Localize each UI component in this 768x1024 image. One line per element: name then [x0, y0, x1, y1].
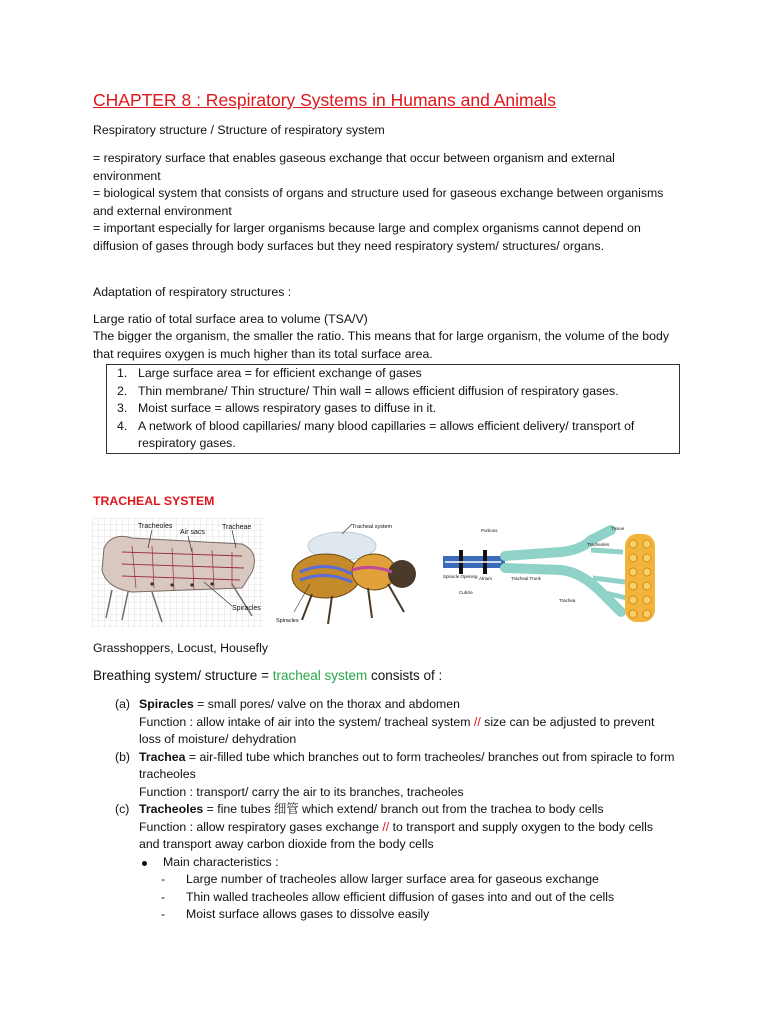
- bee-figure: [272, 520, 432, 628]
- bullet-icon: [142, 861, 147, 866]
- definition-1: = respiratory surface that enables gaseous exchange that occur between organism and external environment: [93, 151, 615, 183]
- tracheal-items: [115, 696, 675, 924]
- label-spiracles: Spiracles: [232, 605, 261, 612]
- label-tracheal-system: Tracheal system: [352, 524, 393, 530]
- characteristic-item: - Thin walled tracheoles allow efficient diffusion of gases into and out of the cells: [161, 889, 615, 904]
- examples: Grasshoppers, Locust, Housefly: [93, 641, 268, 655]
- adaptation-item: 2. Thin membrane/ Thin structure/ Thin wall = allows efficient diffusion of respiratory gases.: [117, 383, 619, 398]
- label-spiracle-opening: Spiracle Opening: [443, 574, 478, 579]
- label-portions: Portions: [481, 528, 498, 533]
- label-cuticle: Cuticle: [459, 590, 473, 595]
- adaptation-item: 3. Moist surface = allows respiratory gases to diffuse in it.: [117, 401, 437, 415]
- intro-subhead: Respiratory structure / Structure of respiratory system: [93, 123, 385, 137]
- characteristic-item: - Large number of tracheoles allow larger surface area for gaseous exchange: [161, 872, 599, 886]
- adaptation-item: 4. A network of blood capillaries/ many blood capillaries = allows efficient delivery/ transport of respiratory gases.: [117, 418, 635, 450]
- label-trachea: Trachea: [559, 598, 576, 603]
- label-tracheal-trunk: Tracheal Trunk: [511, 576, 541, 581]
- ratio-explain: The bigger the organism, the smaller the ratio. This means that for large organism, the volume of the body that requires oxygen is much higher than its total surface area.: [93, 329, 669, 361]
- adaptation-heading: Adaptation of respiratory structures :: [93, 285, 292, 299]
- tracheal-diagram-figure: [441, 522, 663, 628]
- tracheal-system-highlight: tracheal system: [272, 668, 368, 683]
- item-c: (c) Tracheoles = fine tubes 细管 which extend/ branch out from the trachea to body cells Function : allow respiratory gases exchange // to transport and supply oxygen to the body cells and transport away carbon dioxide from the body cells: [115, 802, 654, 851]
- label-tracheoles-3: Tracheoles: [587, 542, 610, 547]
- tissue-cells: [625, 534, 655, 622]
- ratio-line: Large ratio of total surface area to volume (TSA/V): [93, 312, 368, 326]
- grasshopper-figure: [92, 518, 264, 628]
- label-atrium: Atrium: [479, 576, 493, 581]
- label-tracheoles: Tracheoles: [138, 523, 173, 530]
- characteristic-item: - Moist surface allows gases to dissolve easily: [161, 907, 430, 921]
- tracheal-heading: TRACHEAL SYSTEM: [93, 494, 215, 508]
- item-b: (b) Trachea = air-filled tube which branches out to form tracheoles/ branches out from spiracle to form tracheoles Function : transport/ carry the air to its branches, tracheoles: [115, 749, 675, 799]
- label-air-sacs: Air sacs: [180, 529, 205, 536]
- page-title: CHAPTER 8 : Respiratory Systems in Humans and Animals: [93, 90, 556, 110]
- adaptation-item: 1. Large surface area = for efficient exchange of gases: [117, 366, 422, 380]
- breathing-line: Breathing system/ structure = tracheal system consists of :: [93, 668, 443, 683]
- label-tracheae: Tracheae: [222, 524, 252, 531]
- definition-2: = biological system that consists of organs and structure used for gaseous exchange between organisms and external environment: [93, 186, 664, 218]
- item-a: (a) Spiracles = small pores/ valve on the thorax and abdomen Function : allow intake of air into the system/ tracheal system // size can be adjusted to prevent loss of moisture/ dehydration: [115, 697, 655, 746]
- definition-3: = important especially for larger organisms because large and complex organisms cannot depend on diffusion of gases through body surfaces but they need respiratory system/ structures/ organs.: [93, 221, 641, 253]
- adaptation-list-box: [106, 364, 680, 454]
- label-tissue: Tissue: [611, 526, 625, 531]
- label-bee-spiracles: Spiracles: [276, 618, 299, 624]
- main-characteristics: Main characteristics :: [115, 854, 675, 872]
